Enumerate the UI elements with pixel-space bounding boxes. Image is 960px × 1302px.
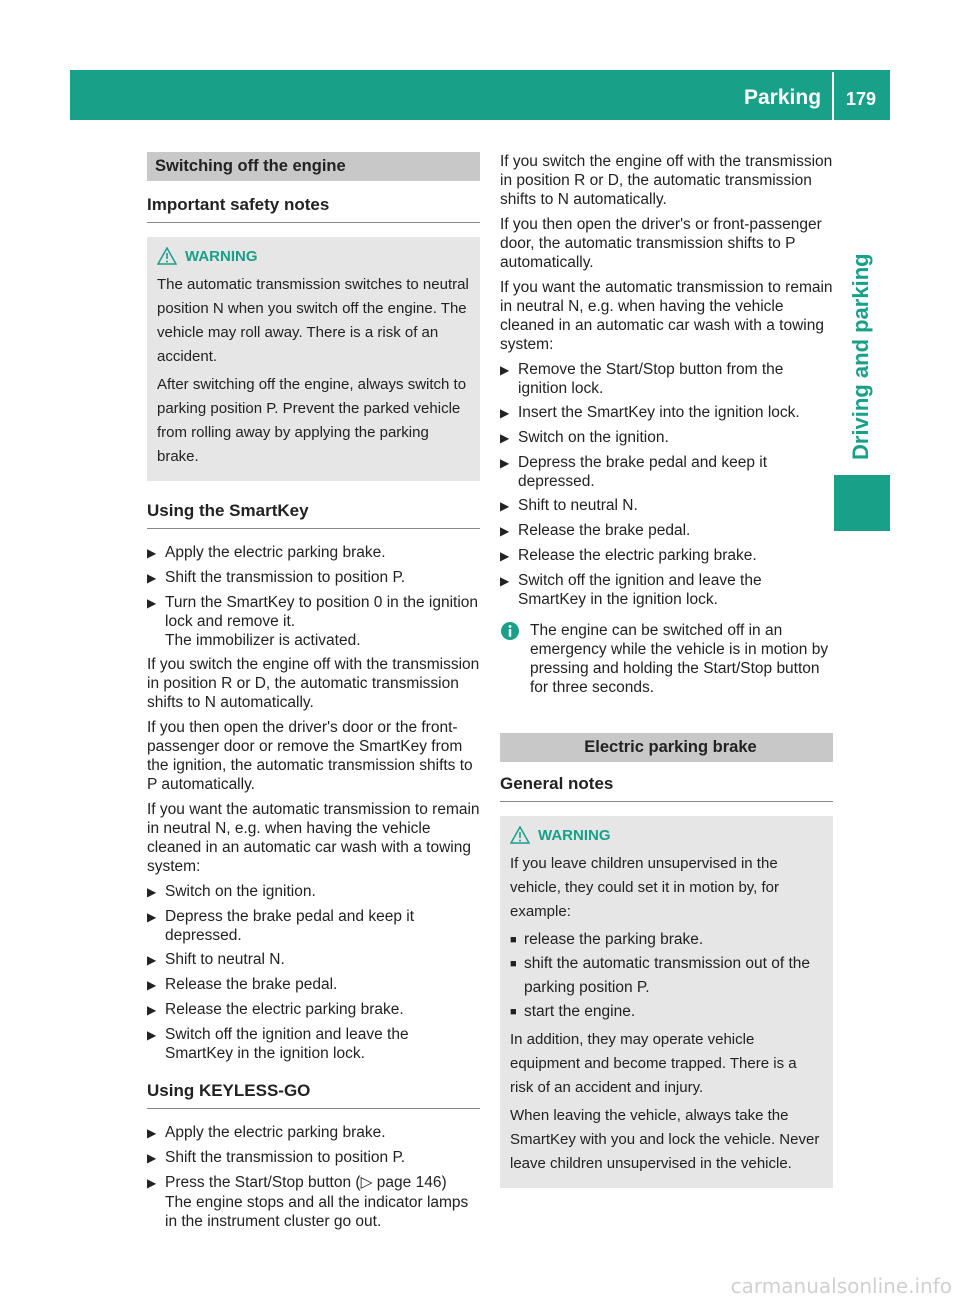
list-item: ■ start the engine.	[510, 1000, 823, 1024]
arrow-icon: ▶	[500, 549, 510, 563]
info-text: The engine can be switched off in an emergency while the vehicle is in motion by pressing and holding the Start/Stop button for three seconds.	[530, 622, 829, 696]
section-title-switching-off: Switching off the engine	[147, 152, 480, 181]
list-item: ▶ Shift to neutral N.	[500, 497, 638, 514]
list-item: ▶ Shift to neutral N.	[147, 951, 285, 968]
section-title-electric-parking-brake: Electric parking brake	[500, 733, 833, 762]
warning-text: When leaving the vehicle, always take the SmartKey with you and lock the vehicle. Never leave children unsupervised in the vehicle.	[510, 1107, 820, 1172]
warning-label: WARNING	[538, 826, 611, 844]
list-item: ▶ Switch off the ignition and leave the SmartKey in the ignition lock.	[147, 1026, 409, 1062]
list-item: ■ shift the automatic transmission out of the parking position P.	[510, 952, 823, 1000]
arrow-icon: ▶	[500, 574, 510, 588]
list-item: ▶ Apply the electric parking brake.	[147, 1124, 386, 1141]
arrow-icon: ▶	[500, 499, 510, 513]
list-item: ▶ Release the electric parking brake.	[500, 547, 757, 564]
list-item: ▶ Insert the SmartKey into the ignition lock.	[500, 404, 800, 421]
heading-general-notes: General notes	[500, 774, 833, 802]
left-column	[147, 152, 480, 1236]
heading-using-keyless-go: Using KEYLESS-GO	[147, 1081, 480, 1109]
warning-label: WARNING	[185, 247, 258, 265]
watermark: carmanualsonline.info	[730, 1274, 952, 1298]
paragraph: If you switch the engine off with the transmission in position R or D, the automatic transmission shifts to N automatically.	[500, 153, 833, 208]
arrow-icon: ▶	[147, 953, 157, 967]
list-item: ▶ Turn the SmartKey to position 0 in the ignition lock and remove it.	[147, 594, 479, 630]
list-item-result: The engine stops and all the indicator lamps in the instrument cluster go out.	[165, 1194, 469, 1230]
paragraph: If you then open the driver's door or the front-passenger door or remove the SmartKey from the ignition, the automatic transmission shifts to P automatically.	[147, 719, 473, 793]
heading-using-smartkey: Using the SmartKey	[147, 501, 480, 529]
header-divider	[832, 72, 834, 120]
info-note	[500, 621, 833, 697]
warning-text: The automatic transmission switches to neutral position N when you switch off the engine. The vehicle may roll away. There is a risk of an accident.	[157, 276, 469, 365]
list-item: ▶ Switch on the ignition.	[147, 883, 316, 900]
warning-triangle-icon	[157, 247, 177, 265]
arrow-icon: ▶	[147, 596, 157, 610]
paragraph: If you switch the engine off with the transmission in position R or D, the automatic transmission shifts to N automatically.	[147, 656, 480, 711]
warning-box	[500, 816, 833, 1188]
warning-box	[147, 237, 480, 481]
right-column	[500, 152, 833, 1208]
heading-important-safety-notes: Important safety notes	[147, 195, 480, 223]
arrow-icon: ▶	[147, 1003, 157, 1017]
arrow-icon: ▶	[147, 546, 157, 560]
warning-text: After switching off the engine, always switch to parking position P. Prevent the parked vehicle from rolling away by applying the parking brake.	[157, 376, 467, 465]
arrow-icon: ▶	[500, 431, 510, 445]
warning-triangle-icon	[510, 826, 530, 844]
info-icon	[500, 621, 520, 641]
bullet-icon: ■	[510, 958, 517, 970]
arrow-icon: ▶	[500, 406, 510, 420]
warning-text: In addition, they may operate vehicle equipment and become trapped. There is a risk of an accident and injury.	[510, 1031, 797, 1096]
list-item: ▶ Switch on the ignition.	[500, 429, 669, 446]
paragraph: If you want the automatic transmission to remain in neutral N, e.g. when having the vehicle cleaned in an automatic car wash with a towing system:	[500, 279, 833, 353]
arrow-icon: ▶	[147, 571, 157, 585]
list-item: ▶ Press the Start/Stop button (▷ page 146)	[147, 1174, 447, 1191]
list-item: ▶ Switch off the ignition and leave the SmartKey in the ignition lock.	[500, 572, 762, 608]
arrow-icon: ▶	[147, 1151, 157, 1165]
paragraph: If you then open the driver's or front-passenger door, the automatic transmission shifts to P automatically.	[500, 216, 822, 271]
bullet-icon: ■	[510, 934, 517, 946]
list-item: ▶ Shift the transmission to position P.	[147, 569, 406, 586]
warning-title	[157, 247, 470, 265]
list-item: ▶ Apply the electric parking brake.	[147, 544, 386, 561]
side-tab-label: Driving and parking	[848, 253, 873, 460]
header-title: Parking	[744, 86, 822, 109]
list-item: ▶ Shift the transmission to position P.	[147, 1149, 406, 1166]
list-item: ▶ Depress the brake pedal and keep it depressed.	[147, 908, 415, 944]
arrow-icon: ▶	[147, 1126, 157, 1140]
arrow-icon: ▶	[147, 885, 157, 899]
list-item-result: The immobilizer is activated.	[165, 632, 361, 649]
paragraph: If you want the automatic transmission to remain in neutral N, e.g. when having the vehicle cleaned in an automatic car wash with a towing system:	[147, 801, 480, 875]
list-item: ▶ Release the brake pedal.	[147, 976, 338, 993]
arrow-icon: ▶	[500, 363, 510, 377]
list-item: ▶ Depress the brake pedal and keep it depressed.	[500, 454, 768, 490]
list-item: ■ release the parking brake.	[510, 928, 823, 952]
arrow-icon: ▶	[500, 524, 510, 538]
arrow-icon: ▶	[147, 910, 157, 924]
list-item: ▶ Release the electric parking brake.	[147, 1001, 404, 1018]
arrow-icon: ▶	[147, 1176, 157, 1190]
arrow-icon: ▶	[147, 978, 157, 992]
arrow-icon: ▶	[147, 1028, 157, 1042]
side-tab-marker	[834, 475, 890, 531]
warning-title	[510, 826, 823, 844]
arrow-icon: ▶	[500, 456, 510, 470]
list-item: ▶ Release the brake pedal.	[500, 522, 691, 539]
page-number: 179	[846, 89, 877, 109]
warning-text: If you leave children unsupervised in the vehicle, they could set it in motion by, for example:	[510, 855, 780, 920]
bullet-icon: ■	[510, 1006, 517, 1018]
list-item: ▶ Remove the Start/Stop button from the ignition lock.	[500, 361, 784, 397]
